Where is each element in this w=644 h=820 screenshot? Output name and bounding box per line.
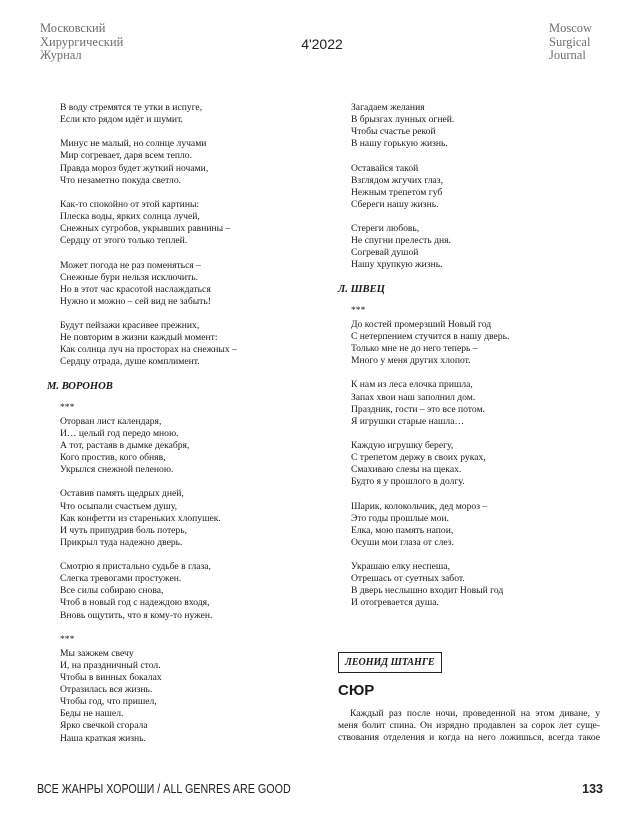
verse-line: Много у меня других хлопот. bbox=[351, 355, 471, 367]
verse-line: Сердцу от этого только теплей. bbox=[60, 235, 188, 247]
stanza bbox=[351, 163, 604, 211]
verse-line: Нежным трепетом губ bbox=[351, 186, 443, 198]
story-prose bbox=[338, 708, 600, 744]
verse-line: В воду стремятся те утки в испуге, bbox=[60, 102, 203, 113]
verse-line: Оставив память щедрых дней, bbox=[60, 488, 184, 500]
verse-line: И отогревается душа. bbox=[351, 597, 439, 609]
verse-line: Что осыпали счастьем душу, bbox=[60, 500, 178, 512]
verse-line: Сбереги нашу жизнь. bbox=[351, 198, 439, 210]
verse-line: Согревай душой bbox=[351, 247, 419, 259]
verse-line: Нашу хрупкую жизнь. bbox=[351, 259, 443, 271]
stanza bbox=[351, 102, 604, 150]
verse-line: Как солнца луч на просторах на снежных – bbox=[60, 344, 237, 356]
verse-line: В дверь неслышно входит Новый год bbox=[351, 585, 504, 597]
verse-line: Чтобы счастье рекой bbox=[351, 126, 436, 138]
stanza bbox=[60, 488, 310, 548]
verse-line: Праздник, гости – это все потом. bbox=[351, 403, 485, 415]
verse-line: До костей промерзший Новый год bbox=[351, 318, 492, 330]
verse-line: Оставайся такой bbox=[351, 162, 419, 174]
verse-line: Елка, мою память напои, bbox=[351, 524, 454, 536]
verse-line: Чтобы в винных бокалах bbox=[60, 672, 162, 684]
verse-line: Правда мороз будет жуткий ночами, bbox=[60, 162, 209, 174]
verse-line: Осуши мои глаза от слез. bbox=[351, 536, 454, 548]
prose-line: ствования отделения и когда на него ложишься, всегда такое bbox=[338, 732, 600, 743]
verse-line: Это годы прошлые мои. bbox=[351, 512, 449, 524]
verse-line: Загадаем желания bbox=[351, 102, 425, 113]
stanza bbox=[351, 319, 604, 367]
verse-line: Украшаю елку неспеша, bbox=[351, 561, 450, 573]
verse-line: Все силы собираю снова, bbox=[60, 585, 164, 597]
logo-en-line-3: Journal bbox=[549, 48, 586, 62]
verse-line: И чуть припудрив боль потерь, bbox=[60, 524, 187, 536]
verse-line: Чтобы год, что пришел, bbox=[60, 696, 157, 708]
verse-line: Оторван лист календаря, bbox=[60, 415, 162, 427]
logo-ru-line-3: Журнал bbox=[40, 48, 82, 62]
stanza bbox=[60, 561, 310, 621]
stanza bbox=[60, 260, 310, 308]
left-poem-continuation bbox=[60, 102, 310, 368]
verse-line: Не спугни прелесть дня. bbox=[351, 235, 451, 247]
verse-line: Мир согревает, даря всем тепло. bbox=[60, 150, 192, 162]
verse-line: Нужно и можно – сей вид не забыть! bbox=[60, 295, 211, 307]
stanza bbox=[60, 416, 310, 476]
verse-line: Но в этот час красотой наслаждаться bbox=[60, 283, 211, 295]
verse-line: Отрешась от суетных забот. bbox=[351, 573, 465, 585]
verse-line: Минус не малый, но солнце лучами bbox=[60, 138, 207, 150]
stanza bbox=[60, 102, 310, 126]
verse-line: Каждую игрушку берегу, bbox=[351, 440, 454, 451]
boxed-author-wrap bbox=[345, 644, 442, 673]
verse-line: К нам из леса елочка пришла, bbox=[351, 379, 473, 391]
verse-line: Может погода не раз поменяться – bbox=[60, 259, 201, 271]
verse-line: Не повторим в жизни каждый момент: bbox=[60, 332, 218, 344]
logo-en-line-1: Moscow bbox=[549, 21, 593, 35]
verse-line: Будут пейзажи красивее прежних, bbox=[60, 320, 200, 332]
page-number: 133 bbox=[582, 782, 603, 796]
verse-line: Что незаметно покуда светло. bbox=[60, 174, 182, 186]
verse-line: Отразилась вся жизнь. bbox=[60, 684, 153, 696]
verse-line: Смахиваю слезы на щеках. bbox=[351, 464, 462, 476]
stanza bbox=[60, 648, 310, 745]
voronov-poem-2 bbox=[60, 648, 310, 745]
verse-line: Наша краткая жизнь. bbox=[60, 732, 146, 744]
stanza bbox=[351, 223, 604, 271]
verse-line: Я игрушки старые нашла… bbox=[351, 415, 465, 427]
author-shvets: Л. ШВЕЦ bbox=[338, 283, 385, 295]
verse-line: А тот, растаяв в дымке декабря, bbox=[60, 440, 190, 451]
right-column bbox=[338, 102, 604, 622]
poem-separator-3: *** bbox=[351, 304, 366, 316]
stanza bbox=[351, 501, 604, 549]
verse-line: Слегка тревогами простужен. bbox=[60, 573, 182, 585]
section-rubric: ВСЕ ЖАНРЫ ХОРОШИ / ALL GENRES ARE GOOD bbox=[37, 782, 291, 796]
verse-line: Стереги любовь, bbox=[351, 223, 420, 235]
verse-line: Смотрю я пристально судьбе в глаза, bbox=[60, 561, 211, 573]
verse-line: Если кто рядом идёт и шумит. bbox=[60, 114, 183, 126]
verse-line: Кого простив, кого обняв, bbox=[60, 452, 166, 464]
verse-line: Запах хвои наш заполнил дом. bbox=[351, 391, 476, 403]
author-voronov: М. ВОРОНОВ bbox=[47, 380, 113, 392]
verse-line: Плеска воды, ярких солнца лучей, bbox=[60, 211, 200, 223]
verse-line: Как конфетти из стареньких хлопушек. bbox=[60, 512, 221, 524]
verse-line: Сердцу отрада, душе комплимент. bbox=[60, 356, 200, 368]
verse-line: Прикрыл туда надежно дверь. bbox=[60, 536, 183, 548]
verse-line: Снежных сугробов, укрывших равнины – bbox=[60, 223, 231, 235]
verse-line: Только мне не до него теперь – bbox=[351, 343, 478, 355]
shvets-poem bbox=[351, 319, 604, 610]
prose-line: Каждый раз после ночи, проведенной на этом диване, у bbox=[350, 708, 600, 719]
verse-line: Мы зажжем свечу bbox=[60, 647, 134, 659]
page-header bbox=[0, 0, 644, 80]
stanza bbox=[60, 138, 310, 186]
verse-line: Укрылся снежной пеленою. bbox=[60, 464, 174, 476]
verse-line: Снежные бури нельзя исключить. bbox=[60, 271, 199, 283]
verse-line: Как-то спокойно от этой картины: bbox=[60, 198, 200, 210]
story-title: СЮР bbox=[338, 682, 375, 699]
verse-line: В брызгах лунных огней. bbox=[351, 114, 455, 126]
verse-line: Будто я у прошлого в долгу. bbox=[351, 476, 465, 488]
logo-ru-line-2: Хирургический bbox=[40, 34, 124, 49]
logo-en-line-2: Surgical bbox=[549, 34, 591, 49]
stanza bbox=[351, 561, 604, 609]
verse-line: С нетерпением стучится в нашу дверь. bbox=[351, 330, 510, 342]
author-shtange-box: ЛЕОНИД ШТАНГЕ bbox=[338, 652, 442, 673]
stanza bbox=[60, 199, 310, 247]
logo-ru-line-1: Московский bbox=[40, 21, 106, 35]
verse-line: С трепетом держу в своих руках, bbox=[351, 452, 486, 464]
verse-line: И… целый год передо мною. bbox=[60, 427, 179, 439]
stanza bbox=[351, 379, 604, 427]
verse-line: Вновь ощутить, что я кому-то нужен. bbox=[60, 609, 213, 621]
issue-number: 4'2022 bbox=[301, 36, 343, 52]
journal-logo-en bbox=[549, 22, 592, 63]
poem-separator: *** bbox=[60, 401, 75, 413]
prose-line: меня болит спина. Он изрядно продавлен за сорок лет суще- bbox=[338, 720, 600, 731]
verse-line: И, на праздничный стол. bbox=[60, 659, 161, 671]
verse-line: В нашу горькую жизнь. bbox=[351, 138, 448, 150]
verse-line: Беды не нашел. bbox=[60, 708, 124, 720]
verse-line: Ярко свечкой сгорала bbox=[60, 720, 148, 732]
poem-separator-2: *** bbox=[60, 633, 75, 645]
verse-line: Взглядом жгучих глаз, bbox=[351, 174, 443, 186]
verse-line: Чтоб в новый год с надеждою входя, bbox=[60, 597, 210, 609]
right-poem-continuation bbox=[351, 102, 604, 272]
verse-line: Шарик, колокольчик, дед мороз – bbox=[351, 500, 488, 512]
stanza bbox=[351, 440, 604, 488]
left-column bbox=[47, 102, 310, 757]
voronov-poem-1 bbox=[60, 416, 310, 622]
stanza bbox=[60, 320, 310, 368]
